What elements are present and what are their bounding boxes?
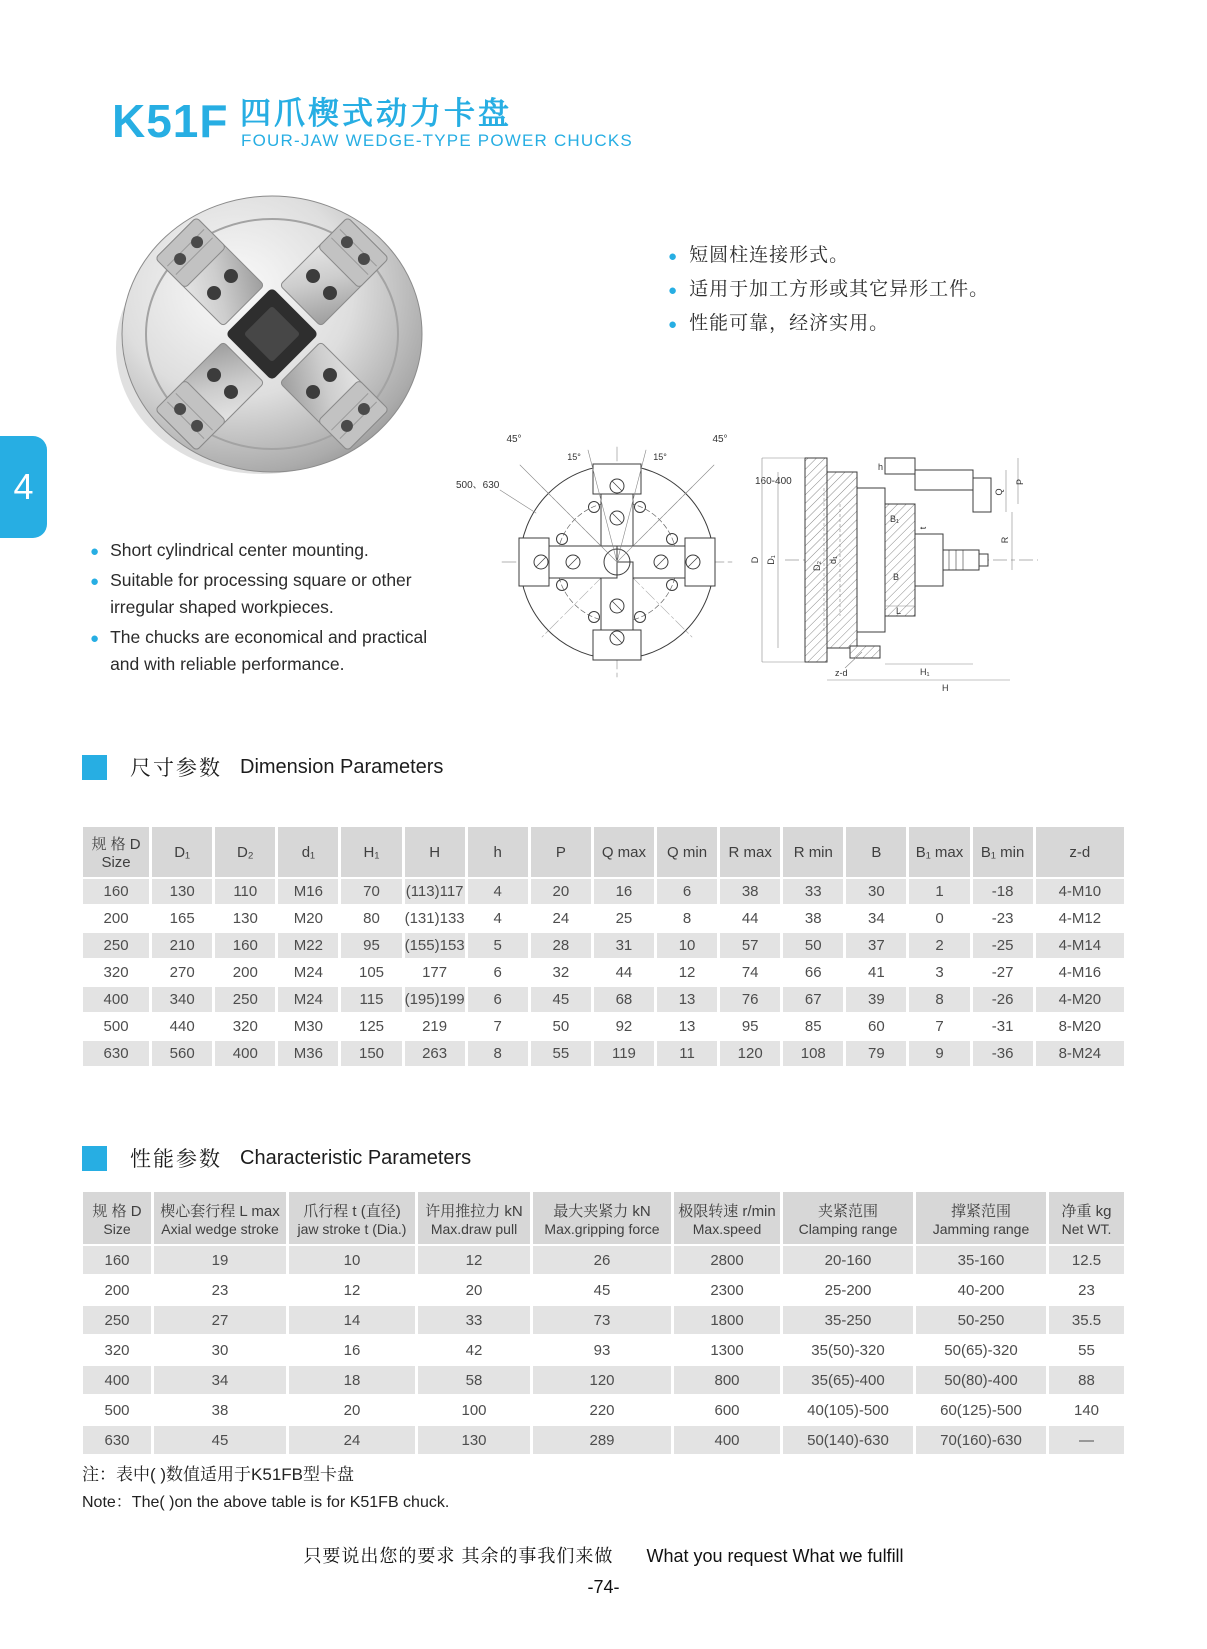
table-cell: 8: [468, 1041, 528, 1066]
table-row: [83, 1366, 1124, 1394]
table-cell: 45: [531, 987, 591, 1012]
table-cell: 165: [152, 906, 212, 931]
dim-label: D₁: [766, 555, 776, 565]
angle-label: 45°: [506, 434, 522, 445]
section-title-dimension: [82, 752, 443, 782]
table-cell: 27: [154, 1306, 286, 1334]
table-cell: 0: [909, 906, 969, 931]
table-row: [83, 1246, 1124, 1274]
feature-list-en: [90, 537, 446, 681]
section-marker-icon: [82, 1146, 107, 1171]
table-cell: 20-160: [783, 1246, 913, 1274]
column-header: Q max: [594, 827, 654, 877]
table-cell: 200: [83, 906, 149, 931]
table-cell: 270: [152, 960, 212, 985]
table-cell: 35.5: [1049, 1306, 1124, 1334]
list-item: [668, 311, 989, 336]
section-number: 4: [13, 466, 34, 507]
table-cell: 8: [657, 906, 717, 931]
dim-label: d₁: [828, 555, 838, 565]
table-row: [83, 1306, 1124, 1334]
table-cell: 120: [720, 1041, 780, 1066]
table-cell: 40-200: [916, 1276, 1046, 1304]
table-cell: 12: [657, 960, 717, 985]
column-header: P: [531, 827, 591, 877]
note-en: Note：The( )on the above table is for K51FB chuck.: [82, 1494, 450, 1511]
angle-label: 15°: [567, 452, 581, 462]
size-range-label: 500、630: [456, 480, 500, 491]
dim-label: h: [878, 462, 884, 472]
table-cell: 50: [531, 1014, 591, 1039]
column-header: 净重 kg Net WT.: [1049, 1192, 1124, 1244]
table-cell: 340: [152, 987, 212, 1012]
table-cell: 20: [531, 879, 591, 904]
table-cell: 95: [720, 1014, 780, 1039]
section-marker-icon: [82, 755, 107, 780]
table-cell: 74: [720, 960, 780, 985]
table-cell: 88: [1049, 1366, 1124, 1394]
product-model: K51F: [112, 95, 229, 147]
table-cell: 400: [215, 1041, 275, 1066]
table-cell: 210: [152, 933, 212, 958]
column-header: 规 格 D Size: [83, 827, 149, 877]
column-header: R max: [720, 827, 780, 877]
table-cell: -25: [973, 933, 1033, 958]
section-number-tab: [0, 436, 47, 538]
slogan-zh: 只要说出您的要求 其余的事我们来做: [303, 1546, 614, 1566]
feature-text: 适用于加工方形或其它异形工件。: [689, 279, 990, 300]
table-cell: (131)133: [405, 906, 465, 931]
table-cell: 150: [341, 1041, 401, 1066]
section-title-en: Dimension Parameters: [240, 755, 444, 778]
table-cell: 35(65)-400: [783, 1366, 913, 1394]
table-cell: 500: [83, 1014, 149, 1039]
table-cell: 630: [83, 1426, 151, 1454]
table-cell: —: [1049, 1426, 1124, 1454]
table-cell: 34: [154, 1366, 286, 1394]
table-cell: 2800: [674, 1246, 780, 1274]
table-cell: 500: [83, 1396, 151, 1424]
table-cell: 57: [720, 933, 780, 958]
page-title-en: FOUR-JAW WEDGE-TYPE POWER CHUCKS: [241, 131, 633, 150]
table-cell: 50: [783, 933, 843, 958]
table-row: [83, 879, 1124, 904]
table-cell: M36: [278, 1041, 338, 1066]
table-row: [83, 1014, 1124, 1039]
table-cell: 130: [215, 906, 275, 931]
table-cell: 400: [83, 987, 149, 1012]
table-cell: 13: [657, 1014, 717, 1039]
table-cell: 8-M24: [1036, 1041, 1124, 1066]
dim-label: D₂: [812, 561, 822, 571]
table-cell: 108: [783, 1041, 843, 1066]
bullet-dot-icon: ●: [90, 543, 100, 560]
table-row: [83, 1336, 1124, 1364]
table-cell: 600: [674, 1396, 780, 1424]
table-cell: 4-M10: [1036, 879, 1124, 904]
table-cell: 39: [846, 987, 906, 1012]
table-cell: 60(125)-500: [916, 1396, 1046, 1424]
page-title-zh: 四爪楔式动力卡盘: [240, 96, 512, 131]
table-cell: 115: [341, 987, 401, 1012]
dim-label: H₁: [920, 667, 930, 677]
table-cell: 12: [418, 1246, 530, 1274]
dim-label: L: [896, 606, 902, 616]
feature-text: 性能可靠，经济实用。: [689, 313, 890, 334]
table-cell: 8-M20: [1036, 1014, 1124, 1039]
table-cell: M24: [278, 960, 338, 985]
table-cell: 68: [594, 987, 654, 1012]
table-cell: 320: [83, 960, 149, 985]
table-cell: 32: [531, 960, 591, 985]
table-cell: 440: [152, 1014, 212, 1039]
table-cell: 630: [83, 1041, 149, 1066]
table-cell: 38: [720, 879, 780, 904]
table-cell: 119: [594, 1041, 654, 1066]
bullet-dot-icon: ●: [90, 573, 100, 590]
table-cell: 34: [846, 906, 906, 931]
table-row: [83, 1426, 1124, 1454]
table-cell: 44: [720, 906, 780, 931]
table-cell: -18: [973, 879, 1033, 904]
size-range-label: 160-400: [755, 476, 792, 487]
dim-label: H: [942, 683, 949, 693]
table-cell: 55: [531, 1041, 591, 1066]
column-header: D₂: [215, 827, 275, 877]
table-row: [83, 960, 1124, 985]
characteristic-table: [80, 1190, 1127, 1456]
footer-slogan: [0, 1542, 1207, 1568]
table-row: [83, 987, 1124, 1012]
dim-label: t: [918, 526, 928, 530]
table-cell: 4-M12: [1036, 906, 1124, 931]
table-cell: 250: [215, 987, 275, 1012]
table-cell: 219: [405, 1014, 465, 1039]
table-cell: 250: [83, 933, 149, 958]
engineering-drawing: [450, 400, 1050, 712]
table-cell: M16: [278, 879, 338, 904]
table-cell: 80: [341, 906, 401, 931]
table-cell: 100: [418, 1396, 530, 1424]
table-cell: 67: [783, 987, 843, 1012]
table-cell: 95: [341, 933, 401, 958]
table-cell: 30: [154, 1336, 286, 1364]
note-zh: 注：表中( )数值适用于K51FB型卡盘: [82, 1465, 355, 1484]
bullet-dot-icon: ●: [668, 316, 679, 333]
bullet-dot-icon: ●: [668, 248, 679, 265]
bullet-dot-icon: ●: [90, 630, 100, 647]
column-header: 最大夹紧力 kN Max.gripping force: [533, 1192, 671, 1244]
column-header: B₁ min: [973, 827, 1033, 877]
feature-text: 短圆柱连接形式。: [689, 245, 850, 266]
table-cell: 14: [289, 1306, 415, 1334]
angle-label: 45°: [712, 434, 728, 445]
table-cell: -23: [973, 906, 1033, 931]
table-cell: 18: [289, 1366, 415, 1394]
table-cell: 400: [83, 1366, 151, 1394]
feature-text: The chucks are economical and practical and with reliable performance.: [110, 627, 428, 674]
dim-label: D: [750, 556, 760, 564]
table-cell: 800: [674, 1366, 780, 1394]
table-cell: 85: [783, 1014, 843, 1039]
table-row: [83, 1041, 1124, 1066]
table-cell: 20: [418, 1276, 530, 1304]
table-cell: 289: [533, 1426, 671, 1454]
column-header: h: [468, 827, 528, 877]
table-cell: 320: [215, 1014, 275, 1039]
table-cell: 2: [909, 933, 969, 958]
table-cell: 35-250: [783, 1306, 913, 1334]
side-view: [750, 458, 1038, 693]
table-cell: 9: [909, 1041, 969, 1066]
column-header: H: [405, 827, 465, 877]
table-cell: 93: [533, 1336, 671, 1364]
table-cell: 25-200: [783, 1276, 913, 1304]
table-cell: 1800: [674, 1306, 780, 1334]
table-cell: 2300: [674, 1276, 780, 1304]
table-cell: 140: [1049, 1396, 1124, 1424]
table-cell: 73: [533, 1306, 671, 1334]
angle-label: 15°: [653, 452, 667, 462]
section-title-characteristic: [82, 1143, 471, 1173]
column-header: 夹紧范围 Clamping range: [783, 1192, 913, 1244]
table-cell: 12: [289, 1276, 415, 1304]
table-cell: (155)153: [405, 933, 465, 958]
table-cell: 6: [468, 987, 528, 1012]
technical-drawing: [450, 400, 1050, 712]
page-number: -74-: [587, 1577, 620, 1597]
column-header: H₁: [341, 827, 401, 877]
table-cell: 70: [341, 879, 401, 904]
table-cell: 130: [418, 1426, 530, 1454]
dim-label: P: [1015, 478, 1025, 486]
table-cell: 110: [215, 879, 275, 904]
table-cell: 4: [468, 906, 528, 931]
table-cell: 1300: [674, 1336, 780, 1364]
table-cell: 200: [83, 1276, 151, 1304]
table-cell: 7: [909, 1014, 969, 1039]
table-row: [83, 1276, 1124, 1304]
table-cell: 35(50)-320: [783, 1336, 913, 1364]
table-cell: 177: [405, 960, 465, 985]
column-header: d₁: [278, 827, 338, 877]
dimension-table: [80, 825, 1127, 1068]
section-title-en: Characteristic Parameters: [240, 1146, 472, 1169]
table-cell: M20: [278, 906, 338, 931]
dim-label: z-d: [835, 668, 848, 678]
table-cell: 38: [154, 1396, 286, 1424]
list-item: [90, 624, 446, 678]
table-cell: 24: [531, 906, 591, 931]
feature-text: Suitable for processing square or other irregular shaped workpieces.: [110, 570, 412, 617]
table-cell: 4-M16: [1036, 960, 1124, 985]
table-cell: 160: [215, 933, 275, 958]
column-header: 极限转速 r/min Max.speed: [674, 1192, 780, 1244]
table-cell: 50-250: [916, 1306, 1046, 1334]
table-cell: 92: [594, 1014, 654, 1039]
table-cell: 45: [533, 1276, 671, 1304]
table-row: [83, 906, 1124, 931]
table-cell: 55: [1049, 1336, 1124, 1364]
feature-list-zh: [668, 243, 989, 345]
column-header: R min: [783, 827, 843, 877]
list-item: [90, 537, 446, 564]
table-cell: 250: [83, 1306, 151, 1334]
table-cell: 30: [846, 879, 906, 904]
table-cell: 105: [341, 960, 401, 985]
table-cell: 35-160: [916, 1246, 1046, 1274]
list-item: [668, 277, 989, 302]
column-header: 许用推拉力 kN Max.draw pull: [418, 1192, 530, 1244]
column-header: 规 格 D Size: [83, 1192, 151, 1244]
table-cell: 60: [846, 1014, 906, 1039]
table-cell: 33: [783, 879, 843, 904]
table-cell: 45: [154, 1426, 286, 1454]
table-cell: 58: [418, 1366, 530, 1394]
table-cell: 160: [83, 1246, 151, 1274]
bullet-dot-icon: ●: [668, 282, 679, 299]
table-cell: 120: [533, 1366, 671, 1394]
chuck-photo-illustration: [112, 190, 434, 478]
table-cell: 560: [152, 1041, 212, 1066]
feature-text: Short cylindrical center mounting.: [110, 540, 369, 560]
table-cell: M24: [278, 987, 338, 1012]
column-header: 撑紧范围 Jamming range: [916, 1192, 1046, 1244]
table-cell: 76: [720, 987, 780, 1012]
table-cell: 31: [594, 933, 654, 958]
table-cell: 44: [594, 960, 654, 985]
section-title-zh: 尺寸参数: [130, 757, 222, 780]
table-cell: 16: [594, 879, 654, 904]
table-cell: 130: [152, 879, 212, 904]
table-cell: M22: [278, 933, 338, 958]
table-cell: 263: [405, 1041, 465, 1066]
slogan-en: What you request What we fulfill: [646, 1546, 904, 1566]
column-header: 楔心套行程 L max Axial wedge stroke: [154, 1192, 286, 1244]
table-cell: 11: [657, 1041, 717, 1066]
table-cell: 3: [909, 960, 969, 985]
table-cell: 23: [1049, 1276, 1124, 1304]
column-header: z-d: [1036, 827, 1124, 877]
table-cell: 50(80)-400: [916, 1366, 1046, 1394]
table-cell: 66: [783, 960, 843, 985]
table-cell: 8: [909, 987, 969, 1012]
dimension-table-wrap: [80, 825, 1127, 1068]
table-cell: 33: [418, 1306, 530, 1334]
table-cell: 160: [83, 879, 149, 904]
table-cell: 25: [594, 906, 654, 931]
table-cell: 7: [468, 1014, 528, 1039]
column-header: D₁: [152, 827, 212, 877]
table-cell: -31: [973, 1014, 1033, 1039]
table-cell: 6: [468, 960, 528, 985]
list-item: [90, 567, 446, 621]
table-cell: M30: [278, 1014, 338, 1039]
table-cell: 4: [468, 879, 528, 904]
table-cell: (195)199: [405, 987, 465, 1012]
column-header: B: [846, 827, 906, 877]
table-cell: 50(65)-320: [916, 1336, 1046, 1364]
table-cell: 24: [289, 1426, 415, 1454]
table-cell: 41: [846, 960, 906, 985]
table-cell: 10: [657, 933, 717, 958]
table-cell: (113)117: [405, 879, 465, 904]
table-cell: 6: [657, 879, 717, 904]
table-cell: 10: [289, 1246, 415, 1274]
table-cell: 23: [154, 1276, 286, 1304]
table-row: [83, 1396, 1124, 1424]
table-cell: 19: [154, 1246, 286, 1274]
table-cell: 125: [341, 1014, 401, 1039]
table-cell: -26: [973, 987, 1033, 1012]
column-header: 爪行程 t (直径) jaw stroke t (Dia.): [289, 1192, 415, 1244]
table-cell: 16: [289, 1336, 415, 1364]
table-cell: 4-M14: [1036, 933, 1124, 958]
table-cell: 5: [468, 933, 528, 958]
table-cell: 20: [289, 1396, 415, 1424]
table-cell: 1: [909, 879, 969, 904]
table-cell: 70(160)-630: [916, 1426, 1046, 1454]
table-cell: 28: [531, 933, 591, 958]
dim-label: B₁: [890, 514, 900, 524]
table-cell: 4-M20: [1036, 987, 1124, 1012]
table-cell: 400: [674, 1426, 780, 1454]
dim-label: Q: [994, 488, 1004, 496]
table-row: [83, 933, 1124, 958]
dim-label: B: [893, 572, 900, 582]
table-cell: 42: [418, 1336, 530, 1364]
section-title-zh: 性能参数: [130, 1148, 222, 1171]
column-header: B₁ max: [909, 827, 969, 877]
table-cell: 40(105)-500: [783, 1396, 913, 1424]
dim-label: R: [1000, 536, 1010, 544]
table-cell: 26: [533, 1246, 671, 1274]
table-cell: 13: [657, 987, 717, 1012]
table-cell: 50(140)-630: [783, 1426, 913, 1454]
column-header: Q min: [657, 827, 717, 877]
characteristic-table-wrap: [80, 1190, 1127, 1456]
table-cell: 220: [533, 1396, 671, 1424]
table-cell: -36: [973, 1041, 1033, 1066]
front-view: [456, 434, 792, 677]
table-cell: 79: [846, 1041, 906, 1066]
product-photo: [112, 190, 434, 478]
table-cell: 200: [215, 960, 275, 985]
table-cell: 38: [783, 906, 843, 931]
table-cell: 37: [846, 933, 906, 958]
table-cell: 12.5: [1049, 1246, 1124, 1274]
table-cell: 320: [83, 1336, 151, 1364]
table-cell: -27: [973, 960, 1033, 985]
list-item: [668, 243, 989, 268]
